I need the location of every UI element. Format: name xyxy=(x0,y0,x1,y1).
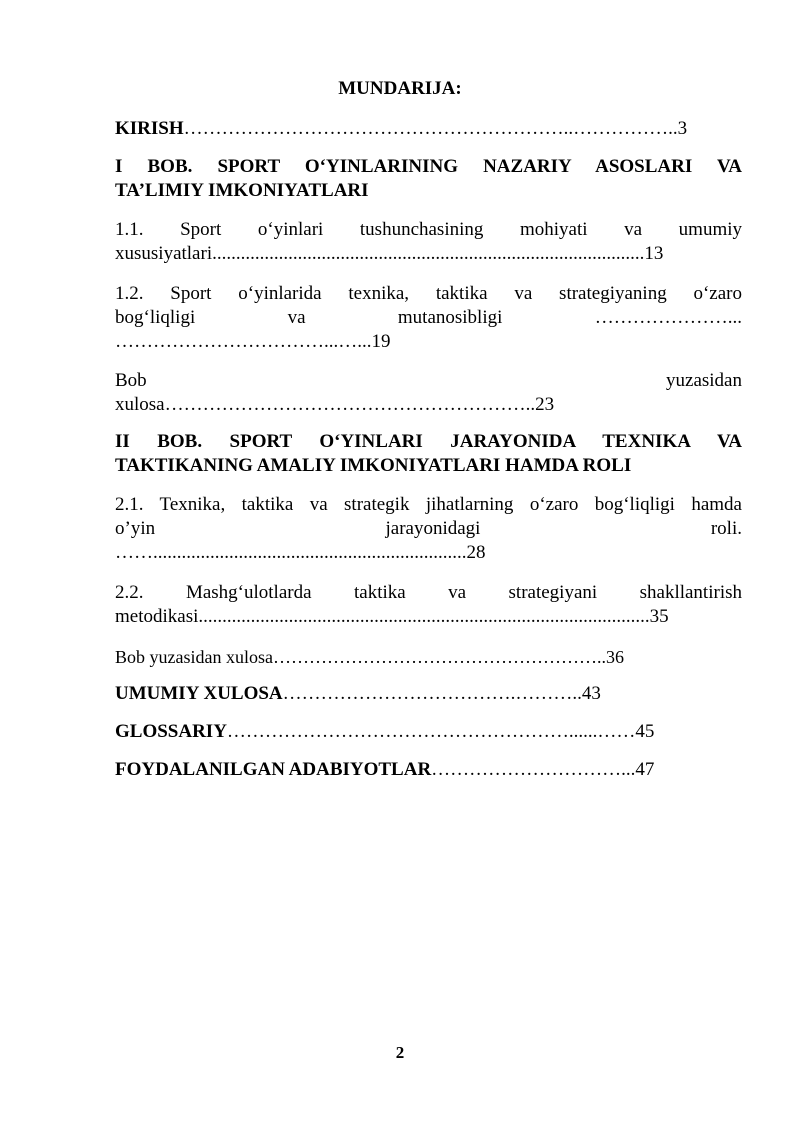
section-line3: ……………………………...…...19 xyxy=(115,331,391,352)
conclusion-line1: Bob yuzasidan xyxy=(115,370,742,391)
chapter-title-line1: II BOB. SPORT O‘YINLARI JARAYONIDA TEXNIKA VA xyxy=(115,431,742,452)
toc-section-1-1[interactable] xyxy=(115,218,742,266)
conclusion-text: Bob yuzasidan xulosa………………………………………………..36 xyxy=(115,647,624,667)
toc-section-1-2[interactable] xyxy=(115,282,742,354)
section-line2: o’yin jarayonidagi roli. xyxy=(115,518,742,539)
page-title: MUNDARIJA: xyxy=(338,78,462,99)
entry-label: KIRISH xyxy=(115,118,184,139)
chapter-title-line2: TAKTIKANING AMALIY IMKONIYATLARI HAMDA ROLI xyxy=(115,455,632,476)
section-line1: 1.2. Sport o‘yinlarida texnika, taktika va strategiyaning o‘zaro xyxy=(115,283,742,304)
toc-section-2-2[interactable] xyxy=(115,581,742,629)
entry-label: GLOSSARIY xyxy=(115,721,227,742)
section-line1: 2.1. Texnika, taktika va strategik jihatlarning o‘zaro bog‘liqligi hamda xyxy=(115,494,742,515)
toc-chapter-1[interactable] xyxy=(115,155,742,203)
toc-chapter-2[interactable] xyxy=(115,430,742,478)
entry-dots-page: ……………………………….………..43 xyxy=(282,683,601,704)
entry-label: FOYDALANILGAN ADABIYOTLAR xyxy=(115,759,432,780)
entry-dots-page: …………………………...47 xyxy=(431,759,655,780)
chapter-title-line2: TA’LIMIY IMKONIYATLARI xyxy=(115,180,369,201)
entry-label: UMUMIY XULOSA xyxy=(115,683,283,704)
toc-entry-glossariy[interactable] xyxy=(115,720,742,744)
toc-entry-umumiy-xulosa[interactable] xyxy=(115,682,742,706)
page-number: 2 xyxy=(395,1043,405,1062)
toc-chapter-1-conclusion[interactable] xyxy=(115,369,742,417)
section-line1: 2.2. Mashg‘ulotlarda taktika va strategiyani shakllantirish xyxy=(115,582,742,603)
section-line2: metodikasi...............................................................................................35 xyxy=(115,606,669,627)
section-line2: bog‘liqligi va mutanosibligi …………………... xyxy=(115,307,742,328)
toc-section-2-1[interactable] xyxy=(115,493,742,565)
entry-dots: ……………………………………………………..…………….. xyxy=(183,118,678,139)
toc-entry-kirish[interactable] xyxy=(115,117,742,141)
entry-dots-page: ………………………………………………......……45 xyxy=(226,721,655,742)
section-line1: 1.1. Sport o‘yinlari tushunchasining mohiyati va umumiy xyxy=(115,219,742,240)
conclusion-line2: xulosa…………………………………………………..23 xyxy=(115,394,555,415)
entry-page: 3 xyxy=(677,118,688,139)
chapter-title-line1: I BOB. SPORT O‘YINLARINING NAZARIY ASOSLARI VA xyxy=(115,156,742,177)
section-line3: ……..................................................................28 xyxy=(115,542,486,563)
toc-entry-foydalanilgan-adabiyotlar[interactable] xyxy=(115,758,742,782)
section-line2: xususiyatlari...........................................................................................13 xyxy=(115,243,664,264)
toc-chapter-2-conclusion[interactable] xyxy=(115,645,742,669)
